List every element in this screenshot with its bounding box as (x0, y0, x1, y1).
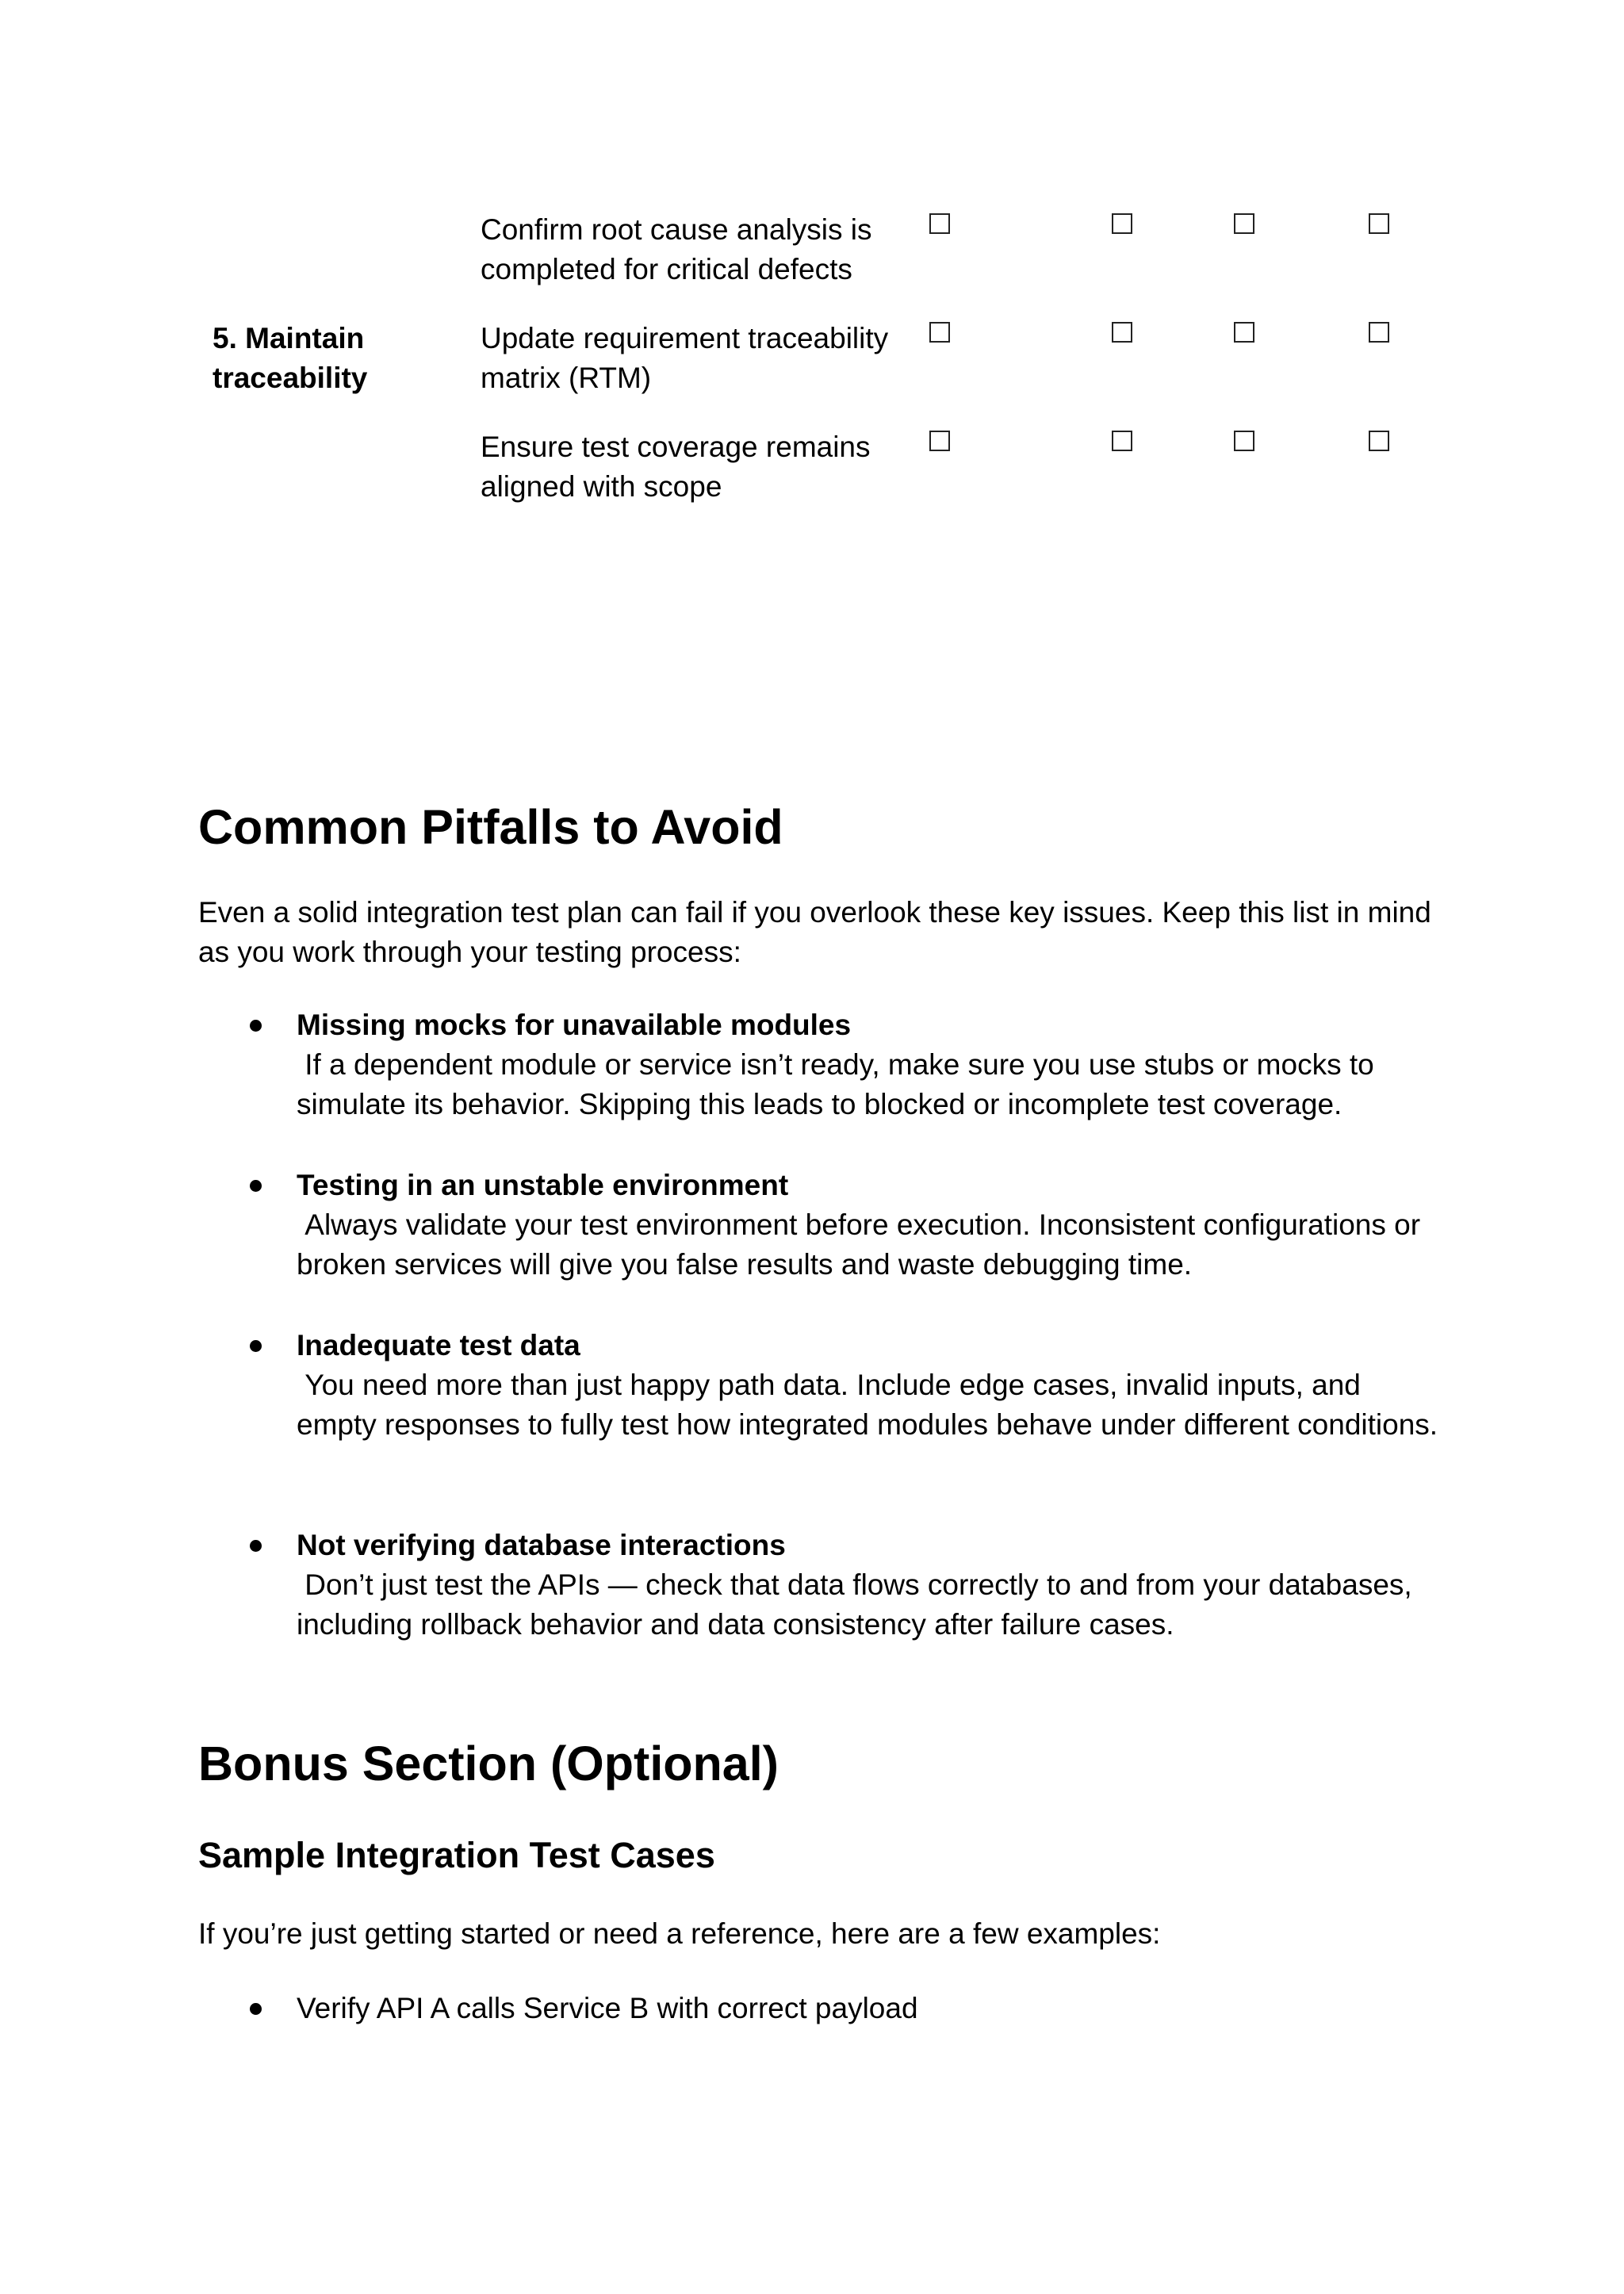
section-intro: Even a solid integration test plan can fail if you overlook these key issues. Keep this list in mind as you work through your testing process: (198, 896, 1431, 968)
checkbox[interactable] (1234, 322, 1254, 343)
checkbox[interactable] (1369, 213, 1389, 234)
checkbox[interactable] (1112, 322, 1132, 343)
subsection-heading: Sample Integration Test Cases (198, 1835, 715, 1875)
checkbox[interactable] (1112, 431, 1132, 451)
checkbox[interactable] (1234, 431, 1254, 451)
pitfall-description: If a dependent module or service isn’t ready, make sure you use stubs or mocks to simulate its behavior. Skipping this leads to blocked or incomplete test coverage. (297, 1048, 1382, 1120)
table-row (0, 210, 1624, 289)
section-intro: If you’re just getting started or need a reference, here are a few examples: (198, 1917, 1161, 1950)
pitfall-description: Always validate your test environment before execution. Inconsistent configurations or broken services will give you false results and waste debugging time. (297, 1208, 1429, 1281)
checkbox[interactable] (929, 213, 950, 234)
checkbox[interactable] (1112, 213, 1132, 234)
task-cell: Confirm root cause analysis is completed for critical defects (481, 213, 872, 285)
checkbox[interactable] (1369, 322, 1389, 343)
bullet-icon (250, 2003, 262, 2015)
example-text: Verify API A calls Service B with correct payload (297, 1992, 918, 2024)
checkbox[interactable] (929, 431, 950, 451)
checkbox[interactable] (929, 322, 950, 343)
checkbox[interactable] (1369, 431, 1389, 451)
bullet-icon (250, 1540, 262, 1552)
pitfall-description: You need more than just happy path data. Include edge cases, invalid inputs, and empty responses to fully test how integrated modules behave under different conditions. (297, 1369, 1438, 1441)
task-cell: Ensure test coverage remains aligned with scope (481, 431, 871, 503)
section-heading: Bonus Section (Optional) (198, 1737, 779, 1790)
bullet-icon (250, 1180, 262, 1192)
bullet-icon (250, 1020, 262, 1032)
bullet-icon (250, 1340, 262, 1352)
task-cell: Update requirement traceability matrix (RTM) (481, 322, 889, 394)
pitfall-title: Testing in an unstable environment (297, 1169, 789, 1201)
pitfall-title: Missing mocks for unavailable modules (297, 1009, 852, 1041)
checkbox[interactable] (1234, 213, 1254, 234)
pitfall-description: Don’t just test the APIs — check that data flows correctly to and from your databases, including rollback behavior and data consistency after failure cases. (297, 1568, 1420, 1641)
table-row (0, 427, 1624, 507)
pitfall-title: Not verifying database interactions (297, 1529, 786, 1561)
stage-cell: 5. Maintain traceability (213, 322, 368, 394)
table-row (0, 319, 1624, 398)
section-heading: Common Pitfalls to Avoid (198, 800, 783, 854)
pitfall-title: Inadequate test data (297, 1329, 580, 1361)
